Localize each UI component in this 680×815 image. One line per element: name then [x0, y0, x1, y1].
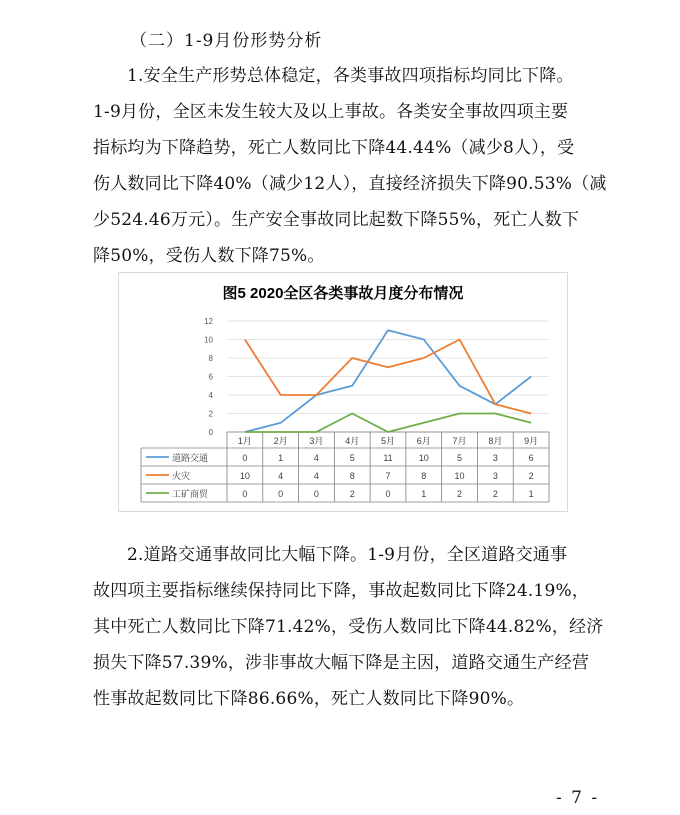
paragraph-line: 1-9月份，全区未发生较大及以上事故。各类安全事故四项主要: [93, 102, 569, 122]
paragraph-line: 1.安全生产形势总体稳定，各类事故四项指标均同比下降。: [127, 66, 574, 86]
table-value: 10: [239, 471, 250, 481]
table-value: 0: [385, 489, 391, 499]
paragraph-line: 损失下降57.39%，涉非事故大幅下降是主因，道路交通生产经营: [93, 653, 590, 673]
series-line-1: [245, 330, 531, 432]
paragraph-line: 伤人数同比下降40%（减少12人），直接经济损失下降90.53%（减: [93, 174, 607, 194]
x-category-label: 3月: [309, 436, 324, 446]
table-value: 4: [278, 471, 284, 481]
x-category-label: 4月: [345, 436, 360, 446]
x-category-label: 8月: [488, 436, 503, 446]
legend-series-name: 火灾: [172, 471, 191, 481]
table-value: 11: [383, 453, 393, 463]
paragraph-line: 指标均为下降趋势，死亡人数同比下降44.44%（减少8人），受: [93, 138, 575, 158]
paragraph-road-traffic: [93, 537, 613, 717]
table-value: 8: [349, 471, 355, 481]
table-value: 8: [421, 471, 427, 481]
paragraph-line: 少524.46万元）。生产安全事故同比起数下降55%，死亡人数下: [93, 210, 580, 230]
y-tick-label: 6: [208, 372, 213, 382]
y-tick-label: 0: [208, 428, 213, 437]
x-category-label: 2月: [273, 436, 288, 446]
table-value: 10: [454, 471, 465, 481]
x-category-label: 7月: [452, 436, 467, 446]
table-value: 1: [421, 489, 427, 499]
table-value: 7: [385, 471, 391, 481]
table-value: 0: [278, 489, 284, 499]
table-value: 1: [278, 453, 284, 463]
x-category-label: 5月: [380, 436, 396, 446]
table-value: 3: [492, 471, 498, 481]
x-category-label: 1月: [237, 436, 252, 446]
y-tick-label: 2: [208, 409, 213, 419]
table-value: 0: [242, 453, 248, 463]
chart-figure: [118, 272, 568, 512]
y-tick-label: 12: [204, 317, 213, 326]
legend-series-name: 道路交通: [172, 453, 209, 463]
x-category-label: 9月: [524, 436, 539, 446]
table-value: 0: [313, 489, 319, 499]
section-heading: （二）1-9月份形势分析: [130, 31, 323, 51]
table-value: 0: [242, 489, 248, 499]
table-value: 2: [457, 489, 463, 499]
table-value: 2: [528, 471, 534, 481]
page-number: - 7 -: [556, 788, 600, 808]
y-tick-label: 10: [204, 335, 213, 345]
paragraph-overall-safety: [93, 58, 613, 274]
table-value: 10: [418, 453, 429, 463]
table-value: 2: [492, 489, 498, 499]
table-value: 6: [528, 453, 534, 463]
paragraph-line: 故四项主要指标继续保持同比下降，事故起数同比下降24.19%，: [93, 581, 590, 601]
x-category-label: 6月: [416, 436, 431, 446]
table-value: 2: [349, 489, 355, 499]
legend-series-name: 工矿商贸: [172, 489, 209, 499]
monthly-accident-chart: [119, 273, 567, 511]
table-value: 4: [313, 471, 319, 481]
paragraph-line: 降50%，受伤人数下降75%。: [93, 246, 325, 266]
paragraph-line: 其中死亡人数同比下降71.42%，受伤人数同比下降44.82%，经济: [93, 617, 604, 637]
paragraph-line: 2.道路交通事故同比大幅下降。1-9月份，全区道路交通事: [127, 545, 568, 565]
paragraph-line: 性事故起数同比下降86.66%，死亡人数同比下降90%。: [93, 689, 525, 709]
table-value: 1: [528, 489, 534, 499]
table-value: 5: [457, 453, 463, 463]
y-tick-label: 4: [208, 391, 213, 400]
chart-title: 图5 2020全区各类事故月度分布情况: [222, 285, 464, 302]
table-value: 4: [313, 453, 319, 463]
y-tick-label: 8: [208, 354, 213, 363]
table-value: 5: [349, 453, 355, 463]
table-value: 3: [492, 453, 498, 463]
